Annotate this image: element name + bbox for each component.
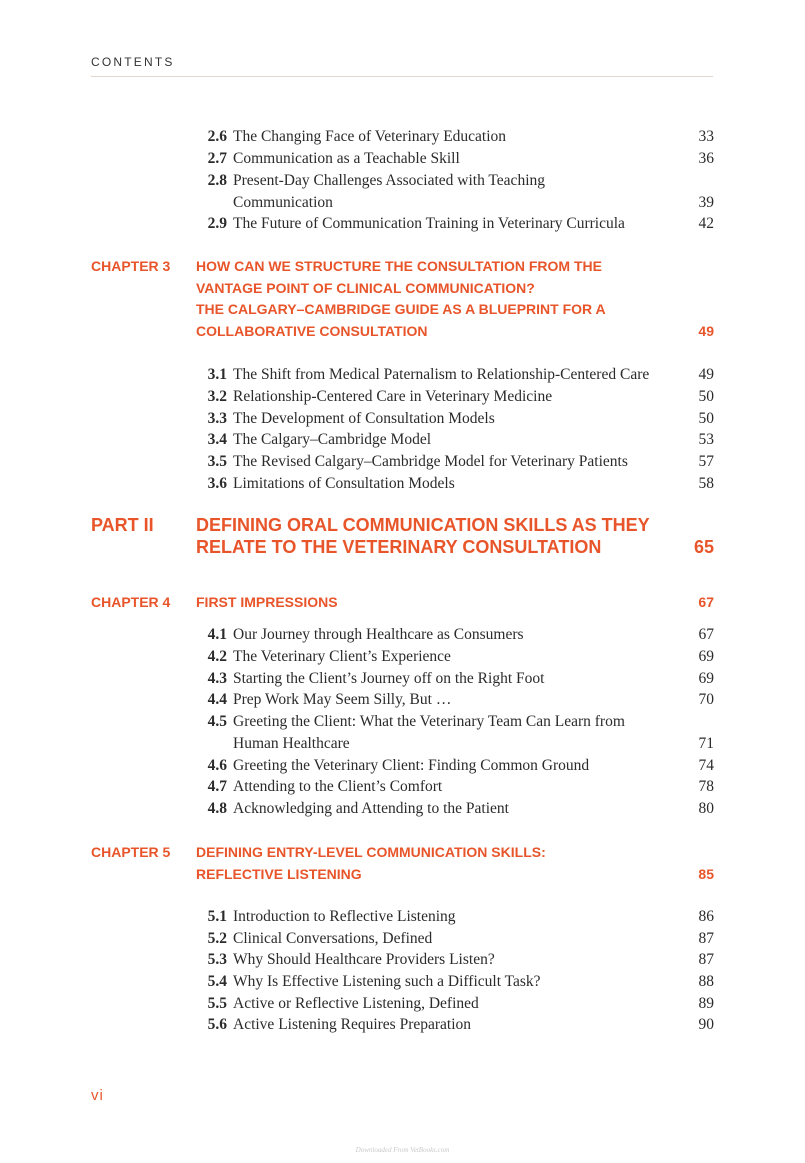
section-number: 4.8	[207, 800, 227, 817]
section-title: Attending to the Client’s Comfort	[233, 778, 443, 795]
chapter-label: CHAPTER 4	[91, 594, 171, 610]
toc-entry-4-3[interactable]	[0, 668, 805, 690]
toc-entry-4-5-cont[interactable]	[0, 733, 805, 755]
section-title: Why Should Healthcare Providers Listen?	[233, 951, 495, 968]
section-title: Present-Day Challenges Associated with Teaching	[233, 172, 545, 189]
toc-entry-3-3[interactable]	[0, 408, 805, 430]
section-title: Acknowledging and Attending to the Patient	[233, 800, 509, 817]
section-number: 2.7	[207, 150, 227, 167]
section-number: 5.3	[207, 951, 227, 968]
toc-entry-2-8[interactable]	[0, 170, 805, 192]
chapter-title-line: COLLABORATIVE CONSULTATION	[196, 322, 428, 339]
page-number: 87	[698, 951, 714, 968]
chapter-label: CHAPTER 5	[91, 844, 171, 860]
page-number: 90	[698, 1016, 714, 1033]
section-title: Communication as a Teachable Skill	[233, 150, 460, 167]
toc-entry-5-1[interactable]	[0, 906, 805, 928]
toc-entry-5-3[interactable]	[0, 949, 805, 971]
section-number: 3.3	[207, 410, 227, 427]
section-number: 4.5	[207, 713, 227, 730]
chapter-page-number: 85	[698, 865, 714, 882]
page-number: 86	[698, 908, 714, 925]
part-2-heading[interactable]	[0, 514, 805, 560]
section-title: The Future of Communication Training in Veterinary Curricula	[233, 215, 625, 232]
section-title: The Shift from Medical Paternalism to Relationship-Centered Care	[233, 366, 650, 383]
toc-entry-2-9[interactable]	[0, 213, 805, 235]
page-number: 50	[698, 410, 714, 427]
page-number: 67	[698, 626, 714, 643]
page-number: 88	[698, 973, 714, 990]
toc-entry-2-6[interactable]	[0, 126, 805, 148]
section-number: 3.2	[207, 388, 227, 405]
page-number: 58	[698, 475, 714, 492]
chapter-title-line: REFLECTIVE LISTENING	[196, 865, 362, 882]
page-number: 69	[698, 648, 714, 665]
toc-entry-4-6[interactable]	[0, 755, 805, 777]
toc-entry-3-1[interactable]	[0, 364, 805, 386]
section-title: Starting the Client’s Journey off on the Right Foot	[233, 670, 545, 687]
footer-watermark: Downloaded From VetBooks.com	[355, 1146, 450, 1154]
chapter-title-line: VANTAGE POINT OF CLINICAL COMMUNICATION?	[196, 279, 535, 296]
section-number: 3.6	[207, 475, 227, 492]
toc-entry-4-7[interactable]	[0, 776, 805, 798]
section-number: 5.1	[207, 908, 227, 925]
section-number: 4.4	[207, 691, 227, 708]
chapter-title-line: FIRST IMPRESSIONS	[196, 594, 338, 610]
page-number: 70	[698, 691, 714, 708]
toc-entry-4-4[interactable]	[0, 689, 805, 711]
page-number: 50	[698, 388, 714, 405]
toc-entry-5-2[interactable]	[0, 928, 805, 950]
section-title: Greeting the Client: What the Veterinary Team Can Learn from	[233, 713, 625, 730]
section-title: Prep Work May Seem Silly, But …	[233, 691, 452, 708]
section-number: 4.2	[207, 648, 227, 665]
section-number: 5.4	[207, 973, 227, 990]
toc-entry-2-7[interactable]	[0, 148, 805, 170]
chapter-page-number: 49	[698, 322, 714, 339]
toc-entry-3-5[interactable]	[0, 451, 805, 473]
section-title-continued: Human Healthcare	[233, 735, 350, 752]
page-number: 53	[698, 431, 714, 448]
page-number: 74	[698, 757, 714, 774]
running-head: CONTENTS	[91, 55, 175, 69]
page-number: 42	[698, 215, 714, 232]
section-number: 3.1	[207, 366, 227, 383]
section-title: Relationship-Centered Care in Veterinary Medicine	[233, 388, 553, 405]
section-title: The Revised Calgary–Cambridge Model for Veterinary Patients	[233, 453, 628, 470]
section-title: Active or Reflective Listening, Defined	[233, 995, 479, 1012]
toc-entry-4-2[interactable]	[0, 646, 805, 668]
page-number: 71	[698, 735, 714, 752]
chapter-title-line: THE CALGARY–CAMBRIDGE GUIDE AS A BLUEPRINT FOR A	[196, 301, 606, 317]
part-title-line: RELATE TO THE VETERINARY CONSULTATION	[196, 537, 602, 557]
section-number: 4.1	[207, 626, 227, 643]
part-title-line: DEFINING ORAL COMMUNICATION SKILLS AS THEY	[196, 515, 650, 535]
section-title: Why Is Effective Listening such a Difficult Task?	[233, 973, 541, 990]
section-title: Clinical Conversations, Defined	[233, 930, 433, 947]
part-label: PART II	[91, 515, 154, 535]
page-folio: vi	[91, 1087, 104, 1104]
chapter-3-heading[interactable]	[0, 256, 805, 346]
section-title: Introduction to Reflective Listening	[233, 908, 456, 925]
section-title: Active Listening Requires Preparation	[233, 1016, 472, 1033]
toc-entry-5-5[interactable]	[0, 993, 805, 1015]
section-number: 4.6	[207, 757, 227, 774]
page-number: 57	[698, 453, 714, 470]
section-number: 2.6	[207, 128, 227, 145]
page-number: 69	[698, 670, 714, 687]
chapter-5-heading[interactable]	[0, 842, 805, 886]
section-title: The Calgary–Cambridge Model	[233, 431, 432, 448]
section-title: Our Journey through Healthcare as Consumers	[233, 626, 524, 643]
toc-entry-2-8-cont[interactable]	[0, 192, 805, 214]
toc-entry-3-6[interactable]	[0, 473, 805, 495]
page-number: 80	[698, 800, 714, 817]
page-number: 89	[698, 995, 714, 1012]
toc-entry-4-8[interactable]	[0, 798, 805, 820]
toc-entry-4-5[interactable]	[0, 711, 805, 733]
toc-entry-3-4[interactable]	[0, 429, 805, 451]
section-number: 2.9	[207, 215, 227, 232]
chapter-title-line: HOW CAN WE STRUCTURE THE CONSULTATION FROM THE	[196, 258, 602, 274]
section-number: 3.5	[207, 453, 227, 470]
section-number: 5.2	[207, 930, 227, 947]
section-title: The Development of Consultation Models	[233, 410, 495, 427]
section-title: Greeting the Veterinary Client: Finding Common Ground	[233, 757, 590, 774]
section-title: The Veterinary Client’s Experience	[233, 648, 451, 665]
page-number: 49	[698, 366, 714, 383]
part-page-number: 65	[693, 537, 714, 557]
chapter-4-heading[interactable]	[0, 592, 805, 614]
section-title: The Changing Face of Veterinary Education	[233, 128, 507, 145]
page-number: 39	[698, 194, 714, 211]
toc-entry-3-2[interactable]	[0, 386, 805, 408]
chapter-label: CHAPTER 3	[91, 258, 171, 274]
section-number: 4.7	[207, 778, 227, 795]
toc-entry-5-6[interactable]	[0, 1014, 805, 1036]
section-title-continued: Communication	[233, 194, 333, 211]
section-number: 2.8	[207, 172, 227, 189]
page-number: 87	[698, 930, 714, 947]
chapter-page-number: 67	[698, 594, 714, 610]
section-number: 5.6	[207, 1016, 227, 1033]
toc-entry-5-4[interactable]	[0, 971, 805, 993]
page-number: 36	[698, 150, 714, 167]
section-number: 3.4	[207, 431, 227, 448]
page-number: 78	[698, 778, 714, 795]
section-number: 5.5	[207, 995, 227, 1012]
section-number: 4.3	[207, 670, 227, 687]
toc-entry-4-1[interactable]	[0, 624, 805, 646]
section-title: Limitations of Consultation Models	[233, 475, 455, 492]
page-number: 33	[698, 128, 714, 145]
chapter-title-line: DEFINING ENTRY-LEVEL COMMUNICATION SKILLS:	[196, 844, 546, 860]
